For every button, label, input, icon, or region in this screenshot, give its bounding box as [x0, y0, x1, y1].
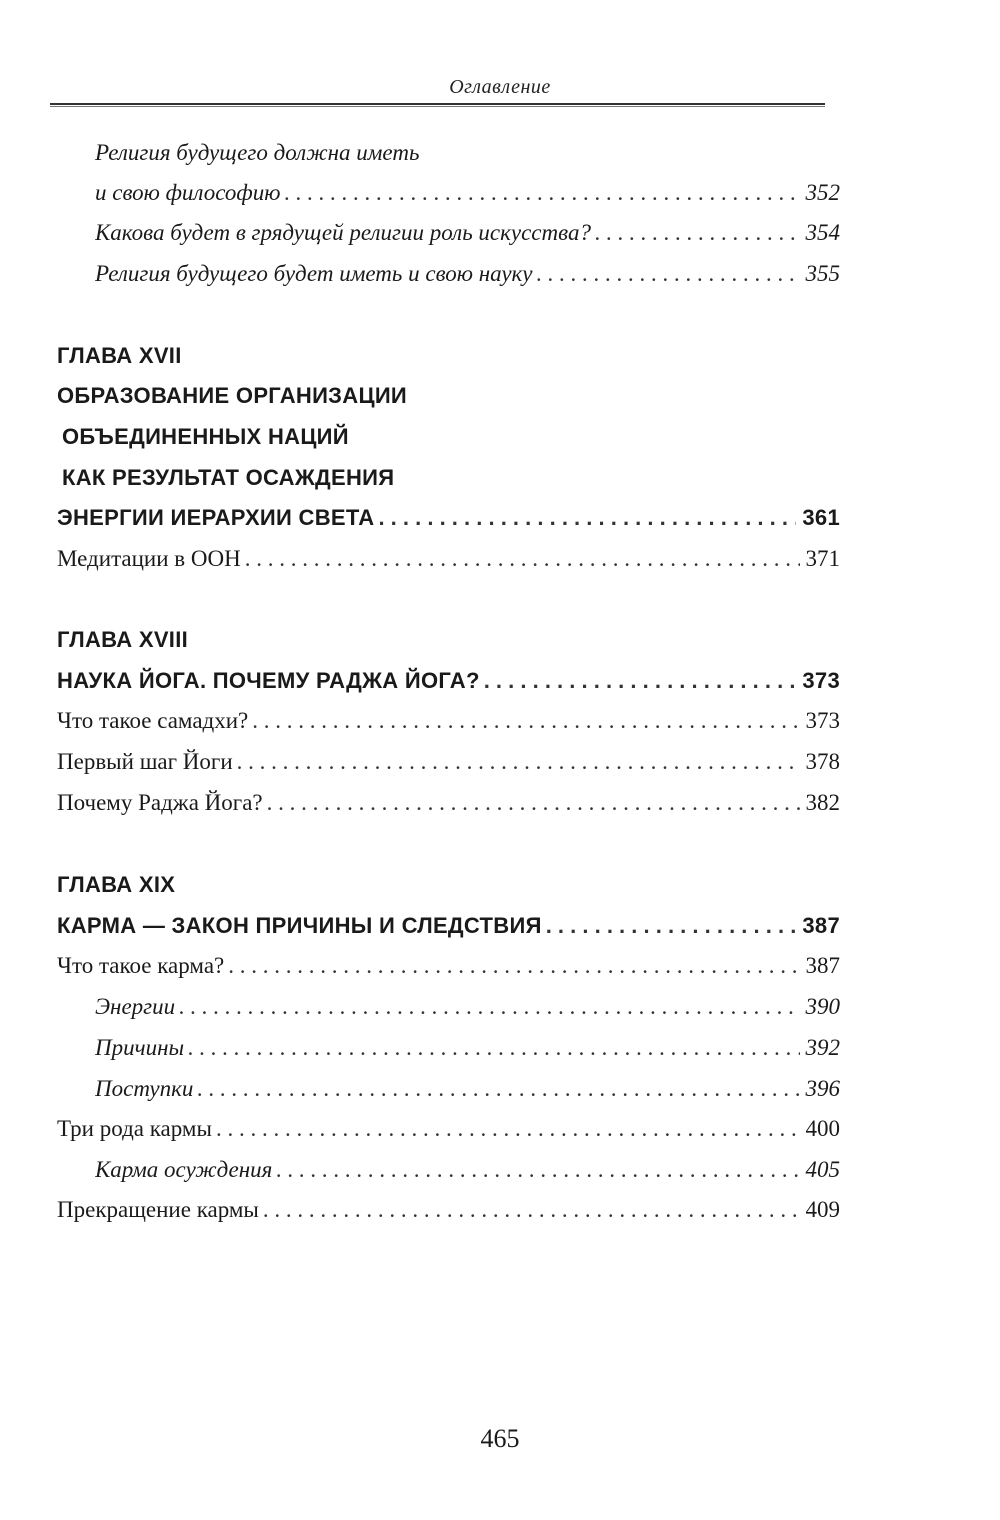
toc-entry-page: 373	[805, 708, 840, 733]
toc-entry-title: Энергии	[95, 994, 176, 1019]
toc-entry-title: Религия будущего будет иметь и свою науку	[95, 261, 533, 286]
toc-entry-page: 409	[805, 1197, 840, 1222]
dot-leader	[546, 906, 797, 946]
chapter-title-entry	[57, 661, 840, 701]
toc-entry-title: Прекращение кармы	[57, 1197, 259, 1222]
toc-entry-title: Какова будет в грядущей религии роль искусства?	[95, 220, 591, 245]
toc-entry	[57, 1190, 840, 1230]
chapter-label: ГЛАВА XVIII	[57, 627, 189, 652]
toc-entry-title: Поступки	[95, 1076, 194, 1101]
toc-entry-page: 371	[805, 546, 840, 571]
chapter-title-line: ОБЪЕДИНЕННЫХ НАЦИЙ	[62, 424, 349, 449]
dot-leader	[276, 1150, 799, 1190]
dot-leader	[252, 701, 799, 741]
chapter-page: 387	[802, 913, 840, 938]
toc-entry	[95, 254, 840, 294]
toc-subentry	[95, 1069, 840, 1109]
chapter-page: 373	[802, 668, 840, 693]
dot-leader	[537, 254, 800, 294]
running-head: Оглавление	[449, 76, 551, 98]
toc-subentry	[95, 1028, 840, 1068]
toc-entry-title: Почему Раджа Йога?	[57, 790, 263, 815]
toc-entry	[57, 1109, 840, 1149]
dot-leader	[228, 946, 799, 986]
dot-leader	[179, 987, 799, 1027]
toc-entry	[57, 742, 840, 782]
chapter-title-line: ЭНЕРГИИ ИЕРАРХИИ СВЕТА	[57, 505, 375, 530]
toc-entry-title: Что такое карма?	[57, 953, 225, 978]
toc-entry-page: 392	[805, 1035, 840, 1060]
toc-entry-page: 396	[805, 1076, 840, 1101]
dot-leader	[484, 661, 797, 701]
toc-entry-title: Первый шаг Йоги	[57, 749, 233, 774]
dot-leader	[284, 173, 799, 213]
toc-entry-line: Религия будущего должна иметь	[95, 140, 420, 165]
dot-leader	[378, 498, 796, 538]
toc-entry-title: Медитации в ООН	[57, 546, 241, 571]
header-rule	[50, 103, 825, 107]
dot-leader	[595, 213, 800, 253]
toc-entry-page: 400	[805, 1116, 840, 1141]
toc-entry	[95, 173, 840, 213]
toc-entry-title: Причины	[95, 1035, 185, 1060]
chapter-title: НАУКА ЙОГА. ПОЧЕМУ РАДЖА ЙОГА?	[57, 668, 480, 693]
dot-leader	[188, 1028, 799, 1068]
dot-leader	[263, 1190, 800, 1230]
dot-leader	[197, 1069, 799, 1109]
toc-entry-title: и свою философию	[95, 180, 281, 205]
dot-leader	[216, 1109, 800, 1149]
toc-subentry	[95, 1150, 840, 1190]
chapter-label: ГЛАВА XIX	[57, 872, 176, 897]
chapter-title-line: КАК РЕЗУЛЬТАТ ОСАЖДЕНИЯ	[62, 465, 395, 490]
toc-entry-title: Что такое самадхи?	[57, 708, 249, 733]
toc-entry-page: 355	[805, 261, 840, 286]
chapter-title-entry	[57, 498, 840, 538]
page-number: 465	[480, 1424, 520, 1453]
toc-entry	[57, 539, 840, 579]
dot-leader	[237, 742, 800, 782]
dot-leader	[267, 783, 800, 823]
toc-entry	[57, 701, 840, 741]
toc-subentry	[95, 987, 840, 1027]
toc-entry-page: 378	[805, 749, 840, 774]
toc-entry-page: 405	[805, 1157, 840, 1182]
toc-entry-page: 387	[805, 953, 840, 978]
toc-entry-title: Три рода кармы	[57, 1116, 212, 1141]
chapter-title: КАРМА — ЗАКОН ПРИЧИНЫ И СЛЕДСТВИЯ	[57, 913, 542, 938]
toc-entry-title: Карма осуждения	[95, 1157, 273, 1182]
chapter-page: 361	[802, 505, 840, 530]
chapter-label: ГЛАВА XVII	[57, 343, 182, 368]
dot-leader	[245, 539, 800, 579]
toc-entry-page: 382	[805, 790, 840, 815]
chapter-title-entry	[57, 906, 840, 946]
toc-entry	[95, 213, 840, 253]
toc-entry-page: 352	[805, 180, 840, 205]
toc-entry-page: 354	[805, 220, 840, 245]
toc-entry	[57, 946, 840, 986]
toc-entry	[57, 783, 840, 823]
toc-entry-page: 390	[805, 994, 840, 1019]
chapter-title-line: ОБРАЗОВАНИЕ ОРГАНИЗАЦИИ	[57, 383, 408, 408]
